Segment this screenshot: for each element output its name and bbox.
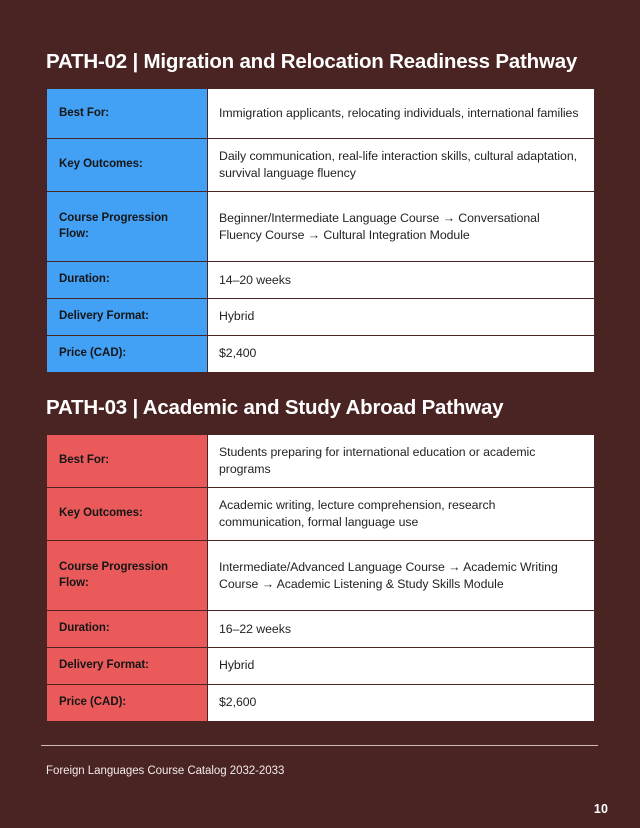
row-value-duration: 16–22 weeks [208, 611, 595, 648]
row-label-delivery-format: Delivery Format: [47, 647, 208, 684]
table-row [47, 192, 595, 262]
row-label-delivery-format: Delivery Format: [47, 298, 208, 335]
row-label-key-outcomes: Key Outcomes: [47, 488, 208, 541]
row-value-key-outcomes: Academic writing, lecture comprehension, research communication, formal language use [208, 488, 595, 541]
footer-caption: Foreign Languages Course Catalog 2032-2033 [46, 765, 285, 777]
row-value-best-for: Students preparing for international education or academic programs [208, 435, 595, 488]
table-row [47, 684, 595, 721]
table-row [47, 298, 595, 335]
table-row [47, 435, 595, 488]
footer-divider [41, 745, 598, 746]
row-label-key-outcomes: Key Outcomes: [47, 139, 208, 192]
table-row [47, 541, 595, 611]
row-value-best-for: Immigration applicants, relocating individuals, international families [208, 89, 595, 139]
row-value-key-outcomes: Daily communication, real-life interaction skills, cultural adaptation, survival language fluency [208, 139, 595, 192]
pathway-section-path-03 [46, 396, 595, 722]
pathway-title-path-02: PATH-02 | Migration and Relocation Readiness Pathway [46, 50, 578, 73]
row-value-price-cad: $2,600 [208, 684, 595, 721]
pathway-spec-table-path-02 [46, 88, 595, 373]
table-row [47, 89, 595, 139]
row-value-course-progression-flow: Beginner/Intermediate Language Course → Conversational Fluency Course → Cultural Integration Module [208, 192, 595, 262]
row-label-best-for: Best For: [47, 89, 208, 139]
row-label-course-progression-flow: Course Progression Flow: [47, 541, 208, 611]
row-value-course-progression-flow: Intermediate/Advanced Language Course → Academic Writing Course → Academic Listening & Study Skills Module [208, 541, 595, 611]
table-row [47, 611, 595, 648]
pathway-title-path-03: PATH-03 | Academic and Study Abroad Pathway [46, 396, 504, 419]
table-row [47, 262, 595, 299]
row-value-delivery-format: Hybrid [208, 647, 595, 684]
row-label-price-cad: Price (CAD): [47, 684, 208, 721]
pathway-spec-table-path-03 [46, 434, 595, 721]
row-label-duration: Duration: [47, 262, 208, 299]
row-value-duration: 14–20 weeks [208, 262, 595, 299]
row-label-course-progression-flow: Course Progression Flow: [47, 192, 208, 262]
table-row [47, 335, 595, 372]
row-label-best-for: Best For: [47, 435, 208, 488]
row-label-price-cad: Price (CAD): [47, 335, 208, 372]
table-row [47, 488, 595, 541]
row-label-duration: Duration: [47, 611, 208, 648]
table-row [47, 647, 595, 684]
row-value-delivery-format: Hybrid [208, 298, 595, 335]
pathway-section-path-02 [46, 50, 595, 373]
page-number: 10 [593, 802, 608, 816]
row-value-price-cad: $2,400 [208, 335, 595, 372]
table-row [47, 139, 595, 192]
